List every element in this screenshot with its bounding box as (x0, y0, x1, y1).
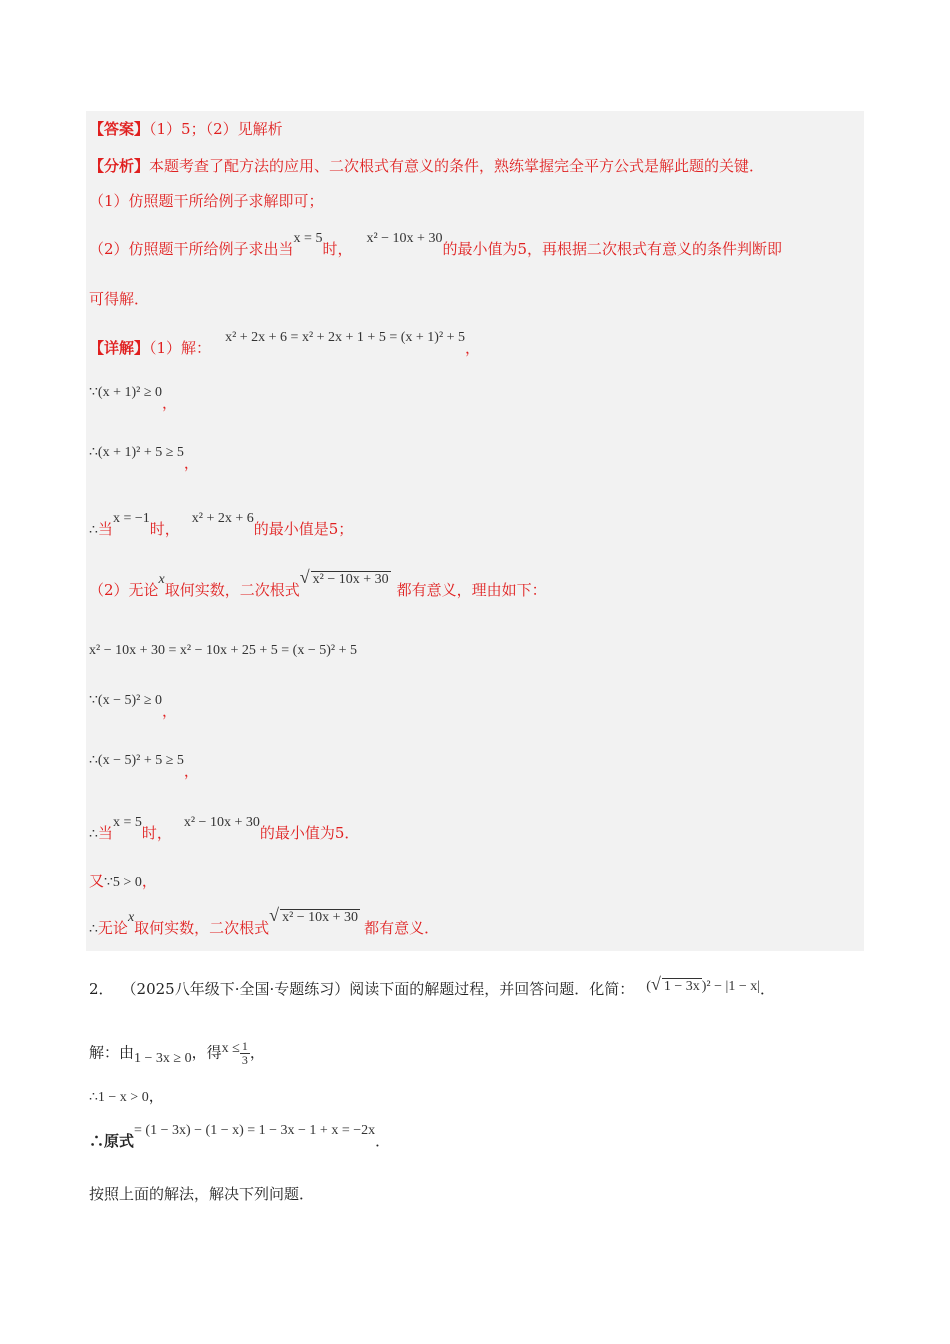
q2-line3-end: ． (375, 1132, 391, 1150)
therefore-2-end: 的最小值是5； (253, 520, 354, 538)
therefore-4-when: 当 (97, 824, 113, 842)
q2-line3-math: = (1 − 3x) − (1 − x) = 1 − 3x − 1 + x = −2x (134, 1123, 376, 1138)
q2-line2-math: ∴1 − x > 0 (89, 1090, 149, 1105)
because-line-1 (89, 385, 178, 413)
answer-text: （1）5；（2）见解析 (149, 120, 283, 138)
step2-text-b: 时， (322, 240, 353, 258)
analysis-step1: （1）仿照题干所给例子求解即可； (89, 192, 324, 210)
because-line-2 (89, 693, 178, 721)
analysis-text: 本题考查了配方法的应用、二次根式有意义的条件，熟练掌握完全平方公式是解此题的关键． (149, 157, 765, 175)
therefore-3-comma: ， (183, 762, 199, 780)
part2-sqrt-radicand: x² − 10x + 30 (312, 572, 389, 587)
final-text-c: 都有意义． (364, 919, 440, 937)
q2-fraction-numerator: 1 (241, 1039, 248, 1053)
q2-sol-math-1: 1 − 3x ≥ 0 (134, 1050, 192, 1066)
analysis-step2-cont: 可得解． (89, 290, 150, 308)
because-1-comma: ， (162, 394, 178, 412)
final-sqrt-expr (269, 905, 360, 925)
detail-1-comma: ， (465, 339, 481, 357)
part2-text-a: （2）无论 (89, 581, 159, 599)
q2-sol-math-2: x ≤ (221, 1040, 240, 1056)
therefore-4-math-1: x = 5 (112, 815, 142, 830)
therefore-2-math-2: x² + 2x + 6 (191, 511, 254, 526)
detail-1-text: （1）解： (149, 339, 212, 357)
because-2-comma: ， (162, 702, 178, 720)
detail-label: 【详解】 (89, 339, 150, 357)
q2-sol-text-b: ，得 (191, 1043, 222, 1062)
part2-x: x (158, 572, 165, 587)
part2-equation: x² − 10x + 30 = x² − 10x + 25 + 5 = (x − 5)² + 5 (89, 643, 357, 658)
therefore-1-math: ∴(x + 1)² + 5 ≥ 5 (89, 445, 184, 460)
question2-text: 阅读下面的解题过程，并回答问题．化简： (349, 980, 635, 998)
analysis-step2 (89, 231, 783, 259)
therefore-line-1 (89, 445, 199, 473)
question2-expr-rest: ² − |1 − x| (706, 979, 761, 994)
step2-math-2: x² − 10x + 30 (366, 231, 443, 246)
therefore-line-3 (89, 753, 199, 781)
sqrt-icon: √ (299, 567, 310, 587)
part2-sqrt-expr (299, 567, 391, 587)
also-line (89, 870, 157, 891)
therefore-2-shi: 时， (149, 520, 180, 538)
step2-math-1: x = 5 (293, 231, 323, 246)
therefore-4-math-2: x² − 10x + 30 (183, 815, 260, 830)
therefore-line-2 (89, 511, 354, 539)
q2-fraction (240, 1040, 250, 1067)
q2-solution-line-2 (89, 1085, 164, 1106)
answer-label: 【答案】 (89, 120, 150, 138)
q2-sol-text-a: 解：由 (89, 1043, 135, 1062)
step2-text-a: （2）仿照题干所给例子求出当 (89, 240, 294, 258)
q2-solution-line-1 (89, 1040, 265, 1067)
therefore-line-4 (89, 815, 360, 843)
question2-number: 2． (89, 980, 114, 998)
therefore-4-shi: 时， (141, 824, 172, 842)
sqrt-icon: √ (269, 905, 280, 925)
final-line (89, 905, 440, 938)
analysis-line (89, 155, 764, 176)
detail-line-1 (89, 330, 481, 358)
part2-text-b: 取何实数，二次根式 (164, 581, 300, 599)
final-text-a: 无论 (97, 919, 128, 937)
sqrt-icon: √ (650, 974, 661, 994)
therefore-3-math: ∴(x − 5)² + 5 ≥ 5 (89, 753, 184, 768)
therefore-2-when: 当 (97, 520, 113, 538)
therefore-4-sym: ∴ (89, 827, 98, 842)
question2-line (89, 974, 776, 999)
q2-instruction: 按照上面的解法，解决下列问题． (89, 1185, 315, 1203)
also-text: 又 (89, 872, 105, 890)
therefore-4-end: 的最小值为5． (259, 824, 360, 842)
q2-fraction-denominator: 3 (241, 1053, 248, 1067)
q2-line3-text: ∴原式 (89, 1132, 135, 1150)
answer-line (89, 118, 283, 139)
because-2-math: ∵(x − 5)² ≥ 0 (89, 693, 163, 708)
therefore-2-math-1: x = −1 (112, 511, 150, 526)
part2-equation-line (89, 640, 357, 659)
also-math: ∵5 > 0 (104, 875, 142, 890)
final-sym: ∴ (89, 922, 98, 937)
detail-1-math: x² + 2x + 6 = x² + 2x + 1 + 5 = (x + 1)² + 5 (225, 330, 466, 345)
part2-line (89, 567, 547, 600)
analysis-label: 【分析】 (89, 157, 150, 175)
final-sqrt-radicand: x² − 10x + 30 (282, 910, 359, 925)
question2-period: ． (760, 980, 776, 998)
q2-sol-text-c: ， (249, 1043, 265, 1062)
therefore-1-comma: ， (183, 454, 199, 472)
part2-text-c: 都有意义，理由如下： (396, 581, 547, 599)
because-1-math: ∵(x + 1)² ≥ 0 (89, 385, 163, 400)
also-comma: ， (141, 872, 157, 890)
question2-source: （2025八年级下·全国·专题练习） (121, 980, 350, 998)
therefore-2-sym: ∴ (89, 523, 98, 538)
question2-sqrt-radicand: 1 − 3x (663, 979, 700, 994)
q2-line2-end: ， (148, 1087, 164, 1105)
q2-solution-line-3 (89, 1123, 391, 1151)
question2-expression: (√ 1 − 3x )² − |1 − x| (646, 974, 761, 994)
final-text-b: 取何实数，二次根式 (134, 919, 270, 937)
step2-text-c: 的最小值为5，再根据二次根式有意义的条件判断即 (442, 240, 783, 258)
final-x: x (127, 910, 135, 925)
